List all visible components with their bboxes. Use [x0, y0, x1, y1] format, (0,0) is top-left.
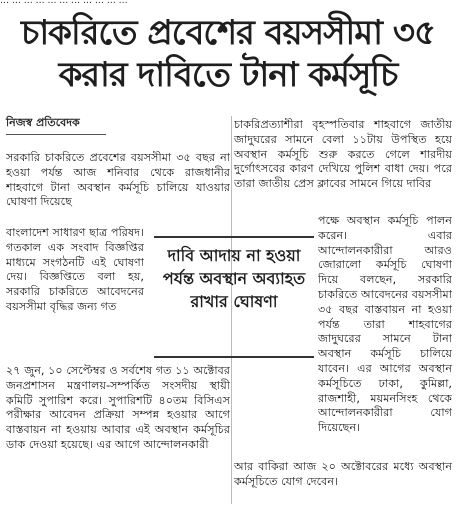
- headline-line-1: চাকরিতে প্রবেশের বয়সসীমা ৩৫: [20, 13, 436, 53]
- pull-quote: দাবি আদায় না হওয়া পর্যন্ত অবস্থান অব্যাহত রাখার ঘোষণা: [154, 236, 314, 358]
- body-left-middle: [6, 226, 144, 366]
- body-right-middle: [318, 214, 452, 462]
- body-right-bottom: [234, 460, 452, 504]
- headline-line-2: করার দাবিতে টানা কর্মসূচি: [58, 55, 398, 95]
- byline: নিজস্ব প্রতিবেদক: [6, 116, 80, 129]
- paragraph: বাংলাদেশ সাধারণ ছাত্র পরিষদ। গতকাল এক সংবাদ বিজ্ঞপ্তির মাধ্যমে সংগঠনটি এই ঘোষণা দেয়। বিজ্ঞপ্তিতে বলা হয়, সরকারি চাকরিতে আবেদনের বয়সসীমা বৃদ্ধির জন্য গত: [6, 226, 144, 313]
- body-right-top: [234, 118, 452, 214]
- top-cut-text: … … … … … … … … … … …: [0, 0, 128, 6]
- paragraph: পক্ষে অবস্থান কর্মসূচি পালন করেন। এবার আন্দোলনকারীরা আরও জোরালো কর্মসূচি ঘোষণা দিয়ে বলছেন, সরকারি চাকরিতে আবেদনের বয়সসীমা ৩৫ বছর বাস্তবায়ন না হওয়া পর্যন্ত তারা শাহবাগের জাদুঘরের সামনে টানা অবস্থান কর্মসূচি চালিয়ে যাবেন। এর আগের অবস্থান কর্মসূচিতে ঢাকা, কুমিল্লা, রাজশাহী, ময়মনসিংহ থেকে আন্দোলনকারীরা যোগ দিয়েছেন।: [318, 214, 452, 435]
- paragraph: ২৭ জুন, ১০ সেপ্টেম্বর ও সর্বশেষ গত ১১ অক্টোবর জনপ্রশাসন মন্ত্রণালয়-সম্পর্কিত সংসদীয় স্থায়ী কমিটি সুপারিশ করে। সুপারিশটি ৪০তম বিসিএস পরীক্ষার আবেদন প্রক্রিয়া সম্পন্ন হওয়ার আগে বাস্তবায়ন না হওয়ায় আবার এই অবস্থান কর্মসূচির ডাক দেওয়া হয়েছে। এর আগে আন্দোলনকারী: [6, 364, 230, 451]
- byline-rule: [6, 134, 106, 135]
- paragraph: সরকারি চাকরিতে প্রবেশের বয়সসীমা ৩৫ বছর না হওয়া পর্যন্ত আজ শনিবার থেকে রাজধানীর শাহবাগে টানা অবস্থান কর্মসূচি চালিয়ে যাওয়ার ঘোষণা দিয়েছে: [6, 151, 230, 209]
- body-left-bottom: [6, 364, 230, 504]
- paragraph: চাকরিপ্রত্যাশীরা বৃহস্পতিবার শাহবাগে জাতীয় জাদুঘরের সামনে বেলা ১১টায় উপস্থিত হয়ে অবস্থান কর্মসূচি শুরু করতে গেলে শারদীয় দুর্গোৎসবের কারণ দেখিয়ে পুলিশ বাধা দেয়। পরে তারা জাতীয় প্রেস ক্লাবের সামনে গিয়ে দাবির: [234, 118, 452, 191]
- paragraph: আর বাকিরা আজ ২০ অক্টোবরের মধ্যে অবস্থান কর্মসূচিতে যোগ দেবেন।: [234, 460, 452, 488]
- headline: [8, 12, 448, 96]
- body-left-top: [6, 151, 230, 225]
